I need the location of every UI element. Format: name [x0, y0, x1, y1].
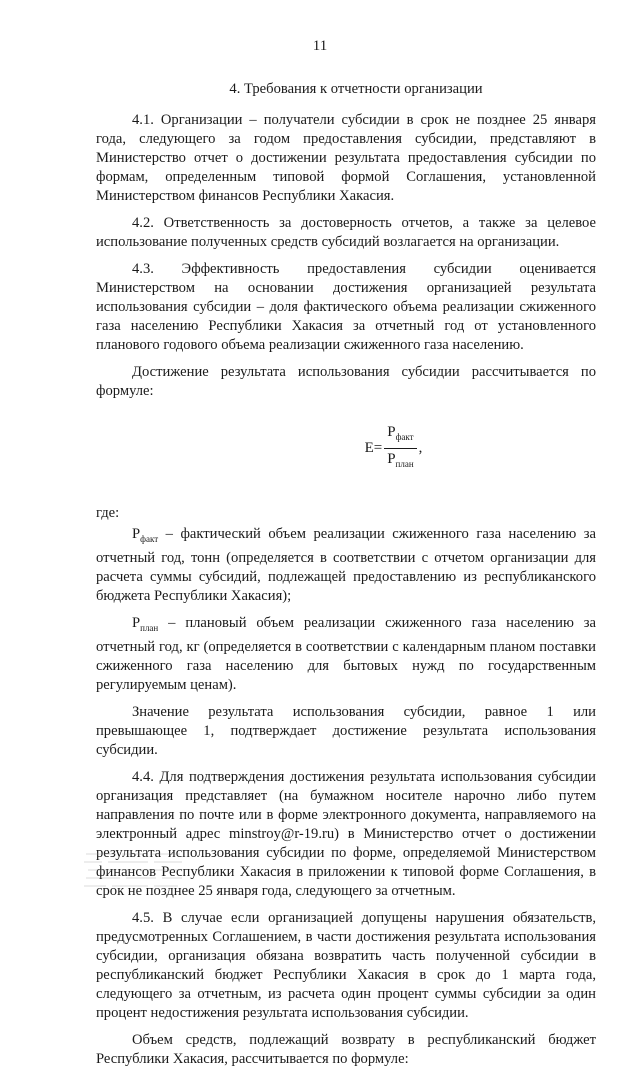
section-title: 4. Требования к отчетности организации [229, 81, 483, 97]
page-number: 11 [312, 38, 328, 54]
paragraph-4-5: 4.5. В случае если организацией допущены нарушения обязательств, предусмотренных Соглашением, в части достижения результата использования субсидии, организация обязана возвратить часть полученной субсидии в республиканский бюджет Республики Хакасия в срок до 1 марта года, следующего за отчетным, из расчета один процент суммы субсидии за один процент недостижения результата использования субсидии. [96, 909, 596, 1021]
definition-plan-symbol: P [132, 614, 141, 631]
denominator-subscript: план [395, 459, 414, 469]
paragraph-4-3: 4.3. Эффективность предоставления субсидии оценивается Министерством на основании достижения организацией результата использования субсидии – доля фактического объема реализации сжиженного газа населению Республики Хакасия за отчетный год от установленного планового годового объема реализации сжиженного газа населению. [96, 261, 596, 353]
formula-equals: = [373, 440, 383, 456]
formula-trail: , [418, 440, 423, 456]
formula-denominator [384, 449, 416, 474]
denominator-symbol: P [387, 451, 396, 467]
paragraph-4-4: 4.4. Для подтверждения достижения результата использования субсидии организация представляет (на бумажном носителе нарочно либо путем направления по почте или в форме электронного документа, направляемого на электронный адрес minstroy@r-19.ru) в Министерство отчет о достижении результата использования субсидии по форме, определяемой Министерством финансов Республики Хакасия в приложении к типовой форме Соглашения, в срок не позднее 25 января года, следующего за отчетным. [96, 768, 596, 899]
paragraph-4-2: 4.2. Ответственность за достоверность отчетов, а также за целевое использование полученных средств субсидий возлагается на организации. [96, 215, 596, 250]
definition-plan [96, 614, 596, 695]
numerator-subscript: факт [395, 432, 414, 442]
paragraph-4-1: 4.1. Организации – получатели субсидии в срок не позднее 25 января года, следующего за годом предоставления субсидии, представляют в Министерство отчет о достижении результата предоставления субсидии по формам, определенным типовой формой Соглашения, установленной Министерством финансов Республики Хакасия. [96, 112, 596, 204]
paragraph-value: Значение результата использования субсидии, равное 1 или превышающее 1, подтверждает достижение результата использования субсидии. [96, 703, 596, 758]
faded-stamp [82, 848, 192, 894]
definition-plan-subscript: план [140, 622, 159, 633]
definition-plan-text: – плановый объем реализации сжиженного газа населению за отчетный год, кг (определяется в соответствии с календарным планом поставки сжиженного газа населению для бытовых нужд по государственным регулируемым ценам). [96, 614, 596, 693]
paragraph-refund: Объем средств, подлежащий возврату в республиканский бюджет Республики Хакасия, рассчитывается по формуле: [96, 1031, 596, 1067]
definition-fact-symbol: P [132, 526, 141, 542]
where-label: где: [96, 505, 120, 521]
definition-fact-subscript: факт [140, 533, 159, 544]
efficiency-formula [96, 423, 596, 474]
definition-fact-text: – фактический объем реализации сжиженного газа населению за отчетный год, тонн (определяется в соответствии с отчетом организации для расчета суммы субсидий, подлежащей предоставлению из республиканского бюджета Республики Хакасия); [96, 526, 596, 604]
paragraph-formula-intro: Достижение результата использования субсидии рассчитывается по формуле: [96, 364, 596, 399]
formula-fraction [384, 423, 416, 474]
document-body [96, 80, 596, 1077]
numerator-symbol: P [387, 424, 396, 440]
formula-numerator [384, 423, 416, 449]
formula-lhs: E [364, 440, 374, 456]
definition-fact [96, 525, 596, 606]
